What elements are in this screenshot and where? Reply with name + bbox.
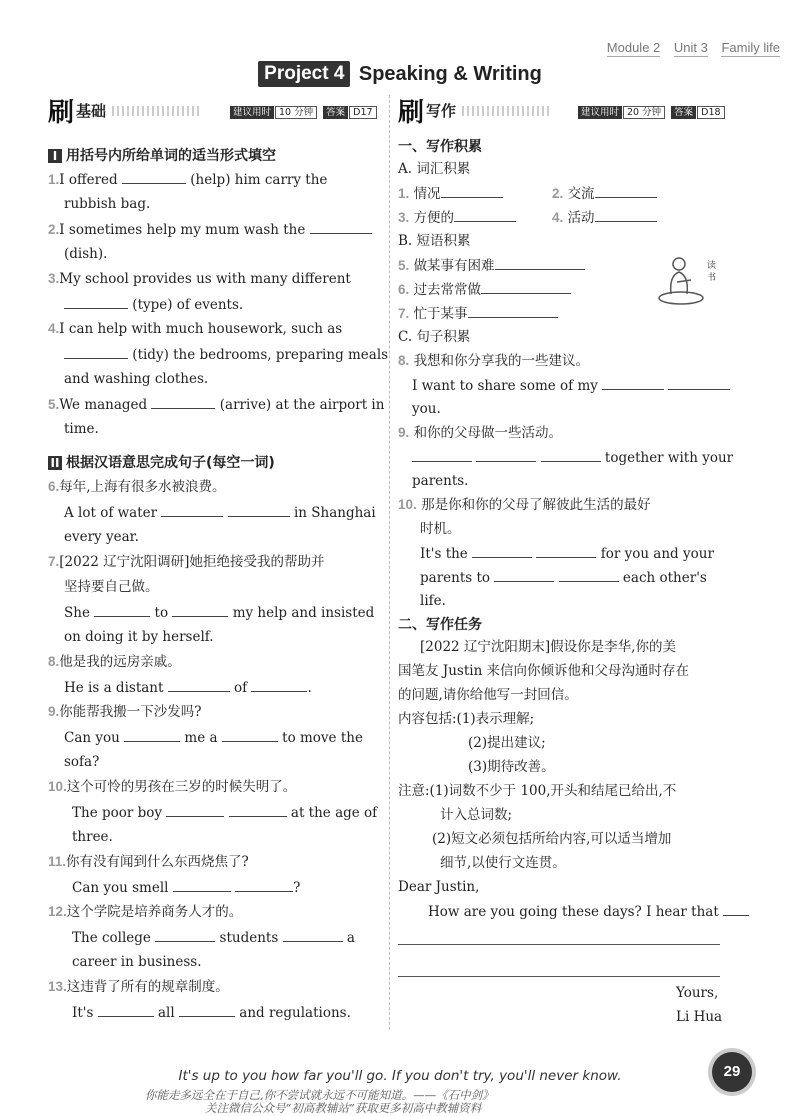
list-item (412, 376, 730, 395)
question-text: every year. (64, 529, 139, 545)
vocab-subheading: A. 词汇积累 (398, 161, 471, 177)
answer-label: 答案 (323, 106, 348, 119)
footer-notice: 关注微信公众号“初高教辅站”获取更多初高中教辅资料 (205, 1101, 482, 1115)
shua-mark: 刷 (398, 98, 425, 128)
question-text: The poor boy (72, 805, 163, 821)
list-item (64, 503, 376, 522)
task-text: 内容包括:(1)表示理解; (398, 711, 535, 727)
list-item (72, 828, 113, 846)
answer-blank[interactable] (283, 928, 343, 942)
breadcrumb (597, 40, 780, 55)
question-text: 情况 (413, 186, 441, 202)
question-text: (tidy) the bedrooms, preparing meals (132, 347, 389, 363)
list-item (420, 568, 707, 587)
answer-blank[interactable] (98, 1003, 154, 1017)
decor-dots (112, 106, 202, 116)
part2-title (48, 452, 275, 472)
list-item (64, 528, 139, 546)
footer-quote-en: It's up to you how far you'll go. If you don't try, you'll never know. (178, 1068, 622, 1084)
list-item (48, 395, 384, 414)
question-text: career in business. (72, 954, 202, 970)
question-text: 我想和你分享我的一些建议。 (413, 353, 590, 369)
roman-numeral: I (48, 149, 62, 163)
question-text: 忙于某事 (413, 306, 468, 322)
part-title-text: 用括号内所给单词的适当形式填空 (66, 148, 276, 164)
question-text: me a (184, 730, 218, 746)
answer-blank[interactable] (124, 728, 180, 742)
question-text: 这违背了所有的规章制度。 (66, 979, 229, 995)
decor-dots (462, 106, 552, 116)
list-item (420, 520, 461, 538)
question-text: my help and insisted (232, 605, 375, 621)
question-text: (type) of events. (132, 297, 244, 313)
answer-blank[interactable] (94, 603, 150, 617)
list-item (420, 544, 714, 563)
answer-blank[interactable] (541, 448, 601, 462)
writing-line[interactable] (398, 976, 720, 977)
scholar-illustration-icon (655, 250, 723, 308)
question-text: My school provides us with many different (59, 271, 351, 287)
list-item (398, 280, 571, 299)
question-number: 7. (48, 554, 60, 569)
answer-blank[interactable] (310, 220, 372, 234)
page-title (0, 61, 800, 87)
question-text: Can you (64, 730, 120, 746)
footer-quote-cn: 你能走多远全在于自己,你不尝试就永远不可能知道。——《石中剑》 (145, 1088, 494, 1102)
answer-blank[interactable] (168, 678, 230, 692)
list-item (64, 245, 107, 263)
list-item: He is a distant of . (64, 680, 312, 696)
writing-accumulation-heading: 一、写作积累 (398, 139, 482, 155)
answer-blank[interactable] (602, 376, 664, 390)
question-text: parents. (412, 473, 469, 489)
question-number: 9. (48, 704, 60, 719)
question-number: 5. (48, 397, 60, 412)
question-text: each other's (622, 570, 707, 586)
part1-title (48, 145, 276, 165)
question-number: 12. (48, 904, 67, 919)
task-text: [2022 辽宁沈阳期末]假设你是李华,你的美 (420, 639, 676, 655)
section-label: 写作 (426, 102, 457, 120)
question-number: 6. (48, 479, 60, 494)
question-number: 13. (48, 979, 67, 994)
list-item (398, 304, 558, 323)
question-text: It's (72, 1005, 94, 1021)
time-value: 10 分钟 (275, 106, 317, 119)
question-text: She (64, 605, 90, 621)
question-text: I offered (59, 172, 118, 188)
question-text: 每年,上海有很多水被浪费。 (59, 479, 226, 495)
list-item (72, 1003, 351, 1022)
question-number: 2. (552, 186, 564, 201)
question-text: to (154, 605, 169, 621)
list-item (72, 928, 355, 947)
question-text: [2022 辽宁沈阳调研]她拒绝接受我的帮助并 (59, 554, 325, 570)
question-number: 8. (398, 353, 410, 368)
left-section-header (48, 92, 202, 129)
task-text: 国笔友 Justin 来信向你倾诉他和父母沟通时存在 (398, 663, 690, 679)
question-text: A lot of water (64, 505, 158, 521)
unit-label: Unit 3 (673, 40, 708, 55)
list-item (64, 628, 214, 646)
task-text: (2)短文必须包括所给内容,可以适当增加 (432, 831, 672, 847)
question-text: and regulations. (239, 1005, 351, 1021)
list-item (64, 578, 159, 596)
question-text: parents to (420, 570, 491, 586)
list-item (72, 953, 202, 971)
question-text: and washing clothes. (64, 371, 209, 387)
list-item (48, 478, 226, 496)
question-number: 10. (48, 779, 67, 794)
list-item (64, 603, 374, 622)
question-text: The college (72, 930, 151, 946)
answer-blank[interactable] (595, 184, 657, 198)
question-text: on doing it by herself. (64, 629, 214, 645)
list-item (64, 295, 243, 314)
list-item (64, 345, 388, 364)
question-number: 1. (398, 186, 410, 201)
answer-blank[interactable] (476, 448, 536, 462)
list-item (48, 778, 296, 796)
list-item (48, 703, 202, 721)
question-text: students (219, 930, 279, 946)
question-text: (dish). (64, 246, 108, 262)
answer-blank[interactable] (441, 184, 503, 198)
answer-blank[interactable] (229, 803, 287, 817)
question-number: 9. (398, 425, 410, 440)
question-text: 这个学院是培养商务人才的。 (66, 904, 243, 920)
topic-label: Family life (721, 40, 780, 55)
section-label: 基础 (76, 102, 107, 120)
question-number: 3. (48, 271, 60, 286)
question-text: 方便的 (413, 210, 455, 226)
question-text: at the age of (290, 805, 378, 821)
list-item (398, 184, 503, 203)
question-text: life. (420, 593, 446, 609)
list-item (412, 448, 733, 467)
question-text: It's the (420, 546, 468, 562)
question-text: all (158, 1005, 175, 1021)
question-text: a (346, 930, 355, 946)
list-item (48, 270, 351, 288)
question-number: 4. (552, 210, 564, 225)
letter-greeting: Dear Justin, (398, 879, 480, 895)
right-section-header (398, 92, 552, 129)
question-text: ? (293, 880, 301, 896)
list-item (48, 220, 372, 239)
answer-page: D17 (349, 106, 376, 119)
answer-blank[interactable] (161, 503, 223, 517)
question-text: He is a distant (64, 680, 164, 696)
list-item (398, 352, 589, 370)
list-item (72, 878, 300, 897)
question-number: 8. (48, 654, 60, 669)
list-item (412, 400, 441, 418)
answer-blank[interactable] (235, 878, 293, 892)
left-time-box (230, 104, 377, 118)
right-time-box (578, 104, 725, 118)
list-item (64, 728, 363, 747)
question-text: (arrive) at the airport in (219, 397, 385, 413)
answer-blank[interactable] (64, 295, 128, 309)
answer-blank[interactable] (151, 395, 215, 409)
svg-text:书: 书 (707, 273, 717, 283)
list-item (48, 170, 327, 189)
task-text: (3)期待改善。 (468, 759, 555, 775)
question-number: 3. (398, 210, 410, 225)
list-item (48, 553, 324, 571)
time-value: 20 分钟 (623, 106, 665, 119)
question-number: 5. (398, 258, 410, 273)
part-title-text: 根据汉语意思完成句子(每空一词) (66, 455, 275, 471)
phrase-subheading: B. 短语积累 (398, 233, 471, 249)
question-number: 10. (398, 497, 417, 512)
question-text: We managed (59, 397, 148, 413)
letter-closing: Yours, (676, 985, 719, 1001)
question-text: 交流 (567, 186, 595, 202)
question-text: of (234, 680, 248, 696)
question-text: 做某事有困难 (413, 258, 495, 274)
answer-blank[interactable] (494, 568, 554, 582)
list-item (48, 903, 242, 921)
answer-blank[interactable] (172, 603, 228, 617)
answer-blank[interactable] (179, 1003, 235, 1017)
list-item (48, 978, 229, 996)
column-divider (389, 95, 390, 1030)
list-item (552, 208, 657, 227)
question-text: 时机。 (420, 521, 461, 537)
question-number: 4. (48, 321, 60, 336)
list-item (64, 753, 99, 771)
question-number: 2. (48, 222, 60, 237)
letter-opening-text: How are you going these days? I hear that (428, 904, 719, 920)
question-text: three. (72, 829, 113, 845)
project-badge: Project 4 (258, 61, 350, 87)
answer-blank[interactable] (559, 568, 619, 582)
answer-blank[interactable] (468, 304, 558, 318)
question-number: 11. (48, 854, 67, 869)
list-item (48, 853, 249, 871)
project-title: Speaking & Writing (358, 62, 542, 85)
task-text: 细节,以使行文连贯。 (440, 855, 566, 871)
question-text: 他是我的远房亲戚。 (59, 654, 181, 670)
answer-blank[interactable] (723, 902, 749, 916)
answer-blank[interactable] (454, 208, 516, 222)
list-item (412, 472, 468, 490)
answer-page: D18 (697, 106, 724, 119)
page-number: 29 (712, 1052, 752, 1092)
time-label: 建议用时 (230, 106, 274, 119)
question-text: 这个可怜的男孩在三岁的时候失明了。 (66, 779, 297, 795)
question-text: sofa? (64, 754, 100, 770)
question-text: to move the (282, 730, 363, 746)
shua-mark: 刷 (48, 98, 75, 128)
list-item (64, 420, 99, 438)
question-number: 1. (48, 172, 60, 187)
question-text: you. (412, 401, 441, 417)
question-text: I want to share some of my (412, 378, 598, 394)
list-item (420, 592, 446, 610)
writing-task-heading: 二、写作任务 (398, 617, 482, 633)
question-text: I sometimes help my mum wash the (59, 222, 306, 238)
answer-blank[interactable] (64, 345, 128, 359)
list-item (398, 208, 516, 227)
writing-line[interactable] (398, 944, 720, 945)
list-item (398, 256, 585, 275)
question-text: 坚持要自己做。 (64, 579, 159, 595)
answer-blank[interactable] (536, 544, 596, 558)
list-item (64, 195, 150, 213)
question-text: Can you smell (72, 880, 169, 896)
question-text: 和你的父母做一些活动。 (413, 425, 563, 441)
task-text: 计入总词数; (440, 807, 513, 823)
question-text: (help) him carry the (190, 172, 328, 188)
question-text: I can help with much housework, such as (59, 321, 343, 337)
answer-blank[interactable] (412, 448, 472, 462)
question-text: 你有没有闻到什么东西烧焦了? (66, 854, 249, 870)
time-label: 建议用时 (578, 106, 622, 119)
question-text: 活动 (567, 210, 595, 226)
question-text: 那是你和你的父母了解彼此生活的最好 (421, 497, 651, 513)
question-text: 你能帮我搬一下沙发吗? (59, 704, 202, 720)
list-item (398, 496, 651, 514)
question-text: in Shanghai (293, 505, 376, 521)
letter-opening (428, 902, 749, 921)
list-item (552, 184, 657, 203)
answer-blank[interactable] (472, 544, 532, 558)
list-item (48, 653, 181, 671)
question-text: for you and your (600, 546, 714, 562)
letter-signature: Li Hua (676, 1009, 723, 1025)
answer-blank[interactable] (481, 280, 571, 294)
list-item (72, 803, 377, 822)
question-text: rubbish bag. (64, 196, 151, 212)
question-number: 6. (398, 282, 410, 297)
answer-blank[interactable] (166, 803, 224, 817)
task-text: 的问题,请你给他写一封回信。 (398, 687, 578, 703)
list-item (64, 370, 208, 388)
question-text: time. (64, 421, 99, 437)
answer-blank[interactable] (222, 728, 278, 742)
task-text: 注意:(1)词数不少于 100,开头和结尾已给出,不 (398, 783, 677, 799)
answer-blank[interactable] (155, 928, 215, 942)
answer-blank[interactable] (251, 678, 307, 692)
answer-blank[interactable] (122, 170, 186, 184)
svg-text:读: 读 (707, 261, 717, 271)
answer-label: 答案 (671, 106, 696, 119)
answer-blank[interactable] (495, 256, 585, 270)
answer-blank[interactable] (228, 503, 290, 517)
list-item (48, 320, 342, 338)
list-item (398, 424, 562, 442)
sentence-subheading: C. 句子积累 (398, 329, 471, 345)
answer-blank[interactable] (595, 208, 657, 222)
task-text: (2)提出建议; (468, 735, 546, 751)
question-number: 7. (398, 306, 410, 321)
answer-blank[interactable] (173, 878, 231, 892)
question-text: together with your (604, 450, 734, 466)
roman-numeral: II (48, 456, 62, 470)
answer-blank[interactable] (668, 376, 730, 390)
question-text: 过去常常做 (413, 282, 482, 298)
module-label: Module 2 (606, 40, 661, 55)
